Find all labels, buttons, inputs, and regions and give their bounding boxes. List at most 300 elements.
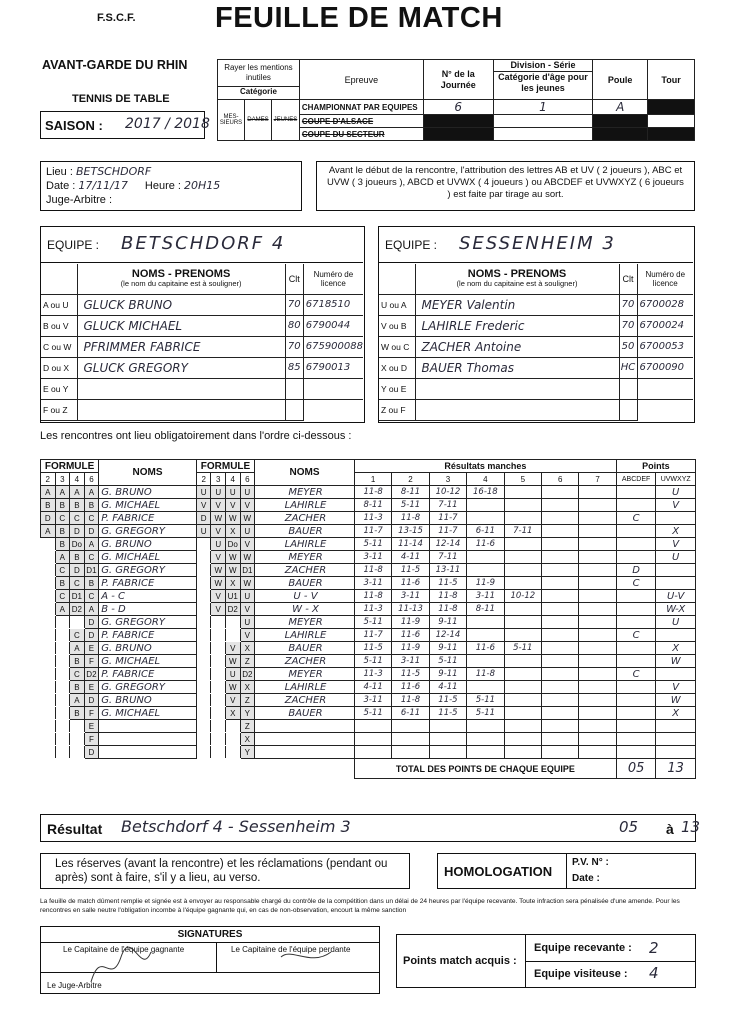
away-point: W xyxy=(656,655,696,668)
manche-col: 1 xyxy=(354,473,391,486)
formule-cell xyxy=(55,642,70,655)
away-player-clt xyxy=(619,399,637,420)
match-row xyxy=(41,603,696,616)
signatures-title: SIGNATURES xyxy=(177,929,243,940)
home-equipe-label: EQUIPE : xyxy=(47,238,100,252)
formule-cell xyxy=(41,681,56,694)
manche-score: 4-11 xyxy=(429,681,466,694)
home-player-row xyxy=(41,399,363,420)
home-player-code: A ou U xyxy=(41,294,77,315)
formule-cell xyxy=(41,733,56,746)
pv-label: P.V. N° : xyxy=(572,857,609,868)
formule-cell: F xyxy=(84,655,99,668)
formule-cell: A xyxy=(55,603,70,616)
formule-cell: D2 xyxy=(226,603,241,616)
manche-score: 11-8 xyxy=(354,564,391,577)
formule-cell: C xyxy=(70,512,85,525)
away-player-cell: BAUER xyxy=(255,525,355,538)
formule-cell xyxy=(211,694,226,707)
home-point xyxy=(616,551,656,564)
manche-score xyxy=(504,733,541,746)
points-match-box xyxy=(396,934,696,988)
poule-header: Poule xyxy=(593,60,648,100)
epreuve-header: Epreuve xyxy=(299,60,423,100)
manche-score xyxy=(542,486,579,499)
away-player-licence: 6700028 xyxy=(637,294,693,315)
away-player-cell: MEYER xyxy=(255,668,355,681)
home-player-clt: 80 xyxy=(285,315,303,336)
home-player-licence: 6718510 xyxy=(303,294,363,315)
match-row xyxy=(41,642,696,655)
formule-cell: Z xyxy=(240,720,255,733)
away-player-clt: 70 xyxy=(619,294,637,315)
formule-cell xyxy=(226,720,241,733)
away-player-row xyxy=(379,294,693,315)
away-player-code: U ou A xyxy=(379,294,415,315)
home-players-table xyxy=(41,264,363,421)
formule-cell: D xyxy=(84,629,99,642)
formule-cell: B xyxy=(84,499,99,512)
away-player-cell: MEYER xyxy=(255,551,355,564)
order-note: Les rencontres ont lieu obligatoirement dans l'ordre ci-dessous : xyxy=(40,430,352,442)
formule-cell xyxy=(196,668,211,681)
home-player-clt: 70 xyxy=(285,294,303,315)
manche-score xyxy=(504,616,541,629)
formule-cell: A xyxy=(84,538,99,551)
home-player-cell: B - D xyxy=(99,603,197,616)
manche-score: 11-3 xyxy=(354,512,391,525)
away-point: W xyxy=(656,694,696,707)
manche-score xyxy=(579,616,616,629)
home-point: C xyxy=(616,577,656,590)
match-row xyxy=(41,525,696,538)
home-player-name xyxy=(77,378,285,399)
recevante-value: 2 xyxy=(649,939,659,957)
manche-score: 7-11 xyxy=(429,551,466,564)
rayer-label: Rayer les mentions inutiles xyxy=(224,63,293,82)
formule-cell: W xyxy=(226,512,241,525)
manche-score: 11-8 xyxy=(354,590,391,603)
saison-value: 2017 / 2018 xyxy=(125,116,210,132)
formule-cell xyxy=(41,616,56,629)
formule-cell: U1 xyxy=(226,590,241,603)
home-player-row xyxy=(41,357,363,378)
saison-box xyxy=(40,111,210,139)
match-row xyxy=(41,486,696,499)
formule-cell xyxy=(196,642,211,655)
away-point: U xyxy=(656,551,696,564)
away-point xyxy=(656,629,696,642)
reserves-box xyxy=(40,853,410,889)
formule-cell: E xyxy=(84,720,99,733)
formule-cell: D xyxy=(70,525,85,538)
away-point: W-X xyxy=(656,603,696,616)
manche-score xyxy=(542,733,579,746)
formule-cell: W xyxy=(226,551,241,564)
manche-score xyxy=(542,512,579,525)
manche-score xyxy=(467,512,504,525)
lieu-label: Lieu : xyxy=(46,166,73,178)
formule-cell: U xyxy=(240,616,255,629)
away-player-name xyxy=(415,399,619,420)
manche-score: 9-11 xyxy=(429,668,466,681)
manche-score xyxy=(579,681,616,694)
manche-score: 11-7 xyxy=(429,512,466,525)
cat-messieurs: MES-SIEURS xyxy=(218,100,245,141)
formule-header-2: FORMULE xyxy=(196,460,254,473)
formule-cell: V xyxy=(240,499,255,512)
manche-score xyxy=(542,564,579,577)
signatures-box xyxy=(40,926,380,994)
home-player-licence: 675900088 xyxy=(303,336,363,357)
formule-cell xyxy=(41,655,56,668)
home-player-code: C ou W xyxy=(41,336,77,357)
formule-cell: B xyxy=(41,499,56,512)
home-team-box xyxy=(40,226,365,423)
home-player-cell: G. GREGORY xyxy=(99,564,197,577)
formule-cell: Do xyxy=(70,538,85,551)
away-player-code: X ou D xyxy=(379,357,415,378)
manche-score xyxy=(467,499,504,512)
row-coupe-alsace: COUPE D'ALSACE xyxy=(299,115,423,128)
away-equipe-header xyxy=(379,227,693,263)
manche-score: 11-9 xyxy=(392,616,429,629)
formule-cell: W xyxy=(240,551,255,564)
formule-cell xyxy=(211,707,226,720)
formule-cell xyxy=(70,616,85,629)
formule-cell xyxy=(41,720,56,733)
formule-cell xyxy=(70,720,85,733)
manche-score xyxy=(504,655,541,668)
manche-score xyxy=(504,486,541,499)
manche-score xyxy=(579,551,616,564)
home-player-name: GLUCK GREGORY xyxy=(77,357,285,378)
manche-col: 6 xyxy=(542,473,579,486)
manche-score xyxy=(579,668,616,681)
manche-score xyxy=(467,616,504,629)
manche-score: 4-11 xyxy=(354,681,391,694)
manche-score xyxy=(579,694,616,707)
manche-score: 11-8 xyxy=(467,668,504,681)
home-player-cell: G. BRUNO xyxy=(99,486,197,499)
manche-score: 5-11 xyxy=(504,642,541,655)
manche-score: 3-11 xyxy=(392,590,429,603)
formule-cell: C xyxy=(84,512,99,525)
heure-label: Heure : xyxy=(144,180,181,192)
home-player-cell: P. FABRICE xyxy=(99,577,197,590)
formule-cell: U xyxy=(240,525,255,538)
home-player-name: PFRIMMER FABRICE xyxy=(77,336,285,357)
journee-value: 6 xyxy=(423,100,493,115)
formule-cell: D2 xyxy=(84,668,99,681)
formule-cell xyxy=(70,746,85,759)
formule-cell: B xyxy=(55,577,70,590)
home-point xyxy=(616,616,656,629)
resultats-header: Résultats manches xyxy=(354,460,616,473)
manche-score: 11-8 xyxy=(392,512,429,525)
away-point: U xyxy=(656,486,696,499)
formule-col-1: 4 xyxy=(70,473,85,486)
home-player-name: GLUCK MICHAEL xyxy=(77,315,285,336)
manche-score xyxy=(579,603,616,616)
manche-score xyxy=(579,499,616,512)
manche-col: 4 xyxy=(467,473,504,486)
manche-score xyxy=(542,629,579,642)
away-player-cell: ZACHER xyxy=(255,564,355,577)
manche-score xyxy=(504,707,541,720)
formule-cell xyxy=(55,733,70,746)
manche-score xyxy=(579,538,616,551)
home-player-cell: G. GREGORY xyxy=(99,525,197,538)
journee-header: N° de la Journée xyxy=(423,60,493,100)
match-row xyxy=(41,655,696,668)
formule-cell xyxy=(226,746,241,759)
home-player-licence xyxy=(303,399,363,420)
formule-cell xyxy=(211,746,226,759)
formule-cell xyxy=(41,642,56,655)
away-point: V xyxy=(656,681,696,694)
formule-cell: D xyxy=(196,512,211,525)
formule-col-2: 3 xyxy=(211,473,226,486)
formule-cell: D xyxy=(84,694,99,707)
formule-cell: Do xyxy=(226,538,241,551)
formule-cell xyxy=(41,746,56,759)
division-header: Division - Série xyxy=(494,60,593,72)
formule-cell xyxy=(55,629,70,642)
home-noms-header: NOMS - PRENOMS xyxy=(131,267,231,280)
formule-cell: V xyxy=(240,629,255,642)
row-championnat: CHAMPIONNAT PAR EQUIPES xyxy=(299,100,423,115)
home-player-row xyxy=(41,378,363,399)
manche-score: 10-12 xyxy=(504,590,541,603)
formule-cell: V xyxy=(211,590,226,603)
formule-cell: C xyxy=(55,512,70,525)
heure-value: 20H15 xyxy=(184,179,221,192)
home-player-cell xyxy=(99,720,197,733)
juge-arbitre: Le Juge-Arbitre xyxy=(47,981,102,990)
home-point xyxy=(616,499,656,512)
away-player-licence: 6700053 xyxy=(637,336,693,357)
home-player-licence: 6790044 xyxy=(303,315,363,336)
manche-score: 5-11 xyxy=(429,655,466,668)
cat-jeunes: JEUNES xyxy=(271,100,299,141)
away-licence-header: Numéro de licence xyxy=(637,264,693,294)
manche-score xyxy=(354,746,391,759)
formule-cell xyxy=(55,681,70,694)
match-row xyxy=(41,499,696,512)
home-player-cell: G. GREGORY xyxy=(99,616,197,629)
formule-cell: V xyxy=(226,694,241,707)
away-player-code: W ou C xyxy=(379,336,415,357)
manche-score xyxy=(542,538,579,551)
manche-score xyxy=(579,707,616,720)
home-noms-sub: (le nom du capitaine est à souligner) xyxy=(120,278,242,288)
manche-score: 8-11 xyxy=(467,603,504,616)
home-player-code: F ou Z xyxy=(41,399,77,420)
manche-col: 7 xyxy=(579,473,616,486)
formule-cell xyxy=(41,603,56,616)
home-player-licence xyxy=(303,378,363,399)
manche-score: 11-7 xyxy=(354,629,391,642)
formule-cell xyxy=(196,720,211,733)
formule-cell: B xyxy=(70,551,85,564)
home-player-licence: 6790013 xyxy=(303,357,363,378)
date-value: 17/11/17 xyxy=(78,179,128,192)
formule-cell: X xyxy=(240,681,255,694)
away-player-cell: ZACHER xyxy=(255,694,355,707)
formule-cell: A xyxy=(41,525,56,538)
formule-cell: U xyxy=(196,525,211,538)
formule-cell xyxy=(196,551,211,564)
manche-score xyxy=(354,720,391,733)
manche-score xyxy=(542,603,579,616)
match-row xyxy=(41,707,696,720)
home-player-cell: G. GREGORY xyxy=(99,681,197,694)
match-table xyxy=(40,459,696,779)
formule-cell xyxy=(70,733,85,746)
away-point xyxy=(656,564,696,577)
formule-cell: Z xyxy=(240,655,255,668)
formule-cell: A xyxy=(84,486,99,499)
formule-cell: D1 xyxy=(70,590,85,603)
home-player-cell: G. MICHAEL xyxy=(99,707,197,720)
away-player-name xyxy=(415,378,619,399)
manche-score: 8-11 xyxy=(354,499,391,512)
home-player-clt xyxy=(285,399,303,420)
manche-score: 3-11 xyxy=(354,694,391,707)
formule-cell xyxy=(196,694,211,707)
formule-cell xyxy=(196,746,211,759)
formule-cell: C xyxy=(70,577,85,590)
formule-cell: V xyxy=(211,525,226,538)
formule-cell: A xyxy=(70,642,85,655)
formule-cell: U xyxy=(226,486,241,499)
home-player-cell: G. BRUNO xyxy=(99,642,197,655)
formule-cell xyxy=(196,629,211,642)
result-label: Résultat xyxy=(47,821,103,837)
date-label: Date : xyxy=(46,180,76,192)
away-player-code: Y ou E xyxy=(379,378,415,399)
away-player-name: BAUER Thomas xyxy=(415,357,619,378)
manche-score xyxy=(579,577,616,590)
manche-score xyxy=(542,551,579,564)
away-player-cell: LAHIRLE xyxy=(255,681,355,694)
manche-score xyxy=(429,733,466,746)
formule-cell: V xyxy=(226,642,241,655)
manche-col: 3 xyxy=(429,473,466,486)
formule-cell: A xyxy=(41,486,56,499)
manche-score: 5-11 xyxy=(354,538,391,551)
manche-score: 13-15 xyxy=(392,525,429,538)
manche-score xyxy=(504,538,541,551)
manche-score xyxy=(579,486,616,499)
match-row xyxy=(41,629,696,642)
manche-score: 11-9 xyxy=(392,642,429,655)
away-player-code: Z ou F xyxy=(379,399,415,420)
result-a: à xyxy=(666,821,674,837)
manche-score xyxy=(504,551,541,564)
formule-cell: V xyxy=(211,499,226,512)
manche-score xyxy=(429,720,466,733)
manche-score: 3-11 xyxy=(354,577,391,590)
reserves-text: Les réserves (avant la rencontre) et les réclamations (pendant ou après) sont à faire, s'il y a lieu, au verso. xyxy=(55,858,388,884)
away-point: U-V xyxy=(656,590,696,603)
away-point: X xyxy=(656,707,696,720)
manche-score: 11-14 xyxy=(392,538,429,551)
formule-cell: E xyxy=(84,642,99,655)
home-player-cell: P. FABRICE xyxy=(99,512,197,525)
home-player-name xyxy=(77,399,285,420)
formule-col-2: 2 xyxy=(196,473,211,486)
away-player-name: LAHIRLE Frederic xyxy=(415,315,619,336)
manche-score xyxy=(467,629,504,642)
away-player-cell: ZACHER xyxy=(255,655,355,668)
formule-cell: D xyxy=(41,512,56,525)
capitaine-gagnante: Le Capitaine de l'équipe gagnante xyxy=(63,945,185,954)
away-player-cell: ZACHER xyxy=(255,512,355,525)
manche-score: 16-18 xyxy=(467,486,504,499)
match-row xyxy=(41,668,696,681)
manche-score: 11-6 xyxy=(392,681,429,694)
match-row xyxy=(41,694,696,707)
away-point xyxy=(656,720,696,733)
away-player-name: ZACHER Antoine xyxy=(415,336,619,357)
manche-score: 11-9 xyxy=(467,577,504,590)
manche-score xyxy=(429,746,466,759)
formule-cell xyxy=(211,655,226,668)
formule-cell xyxy=(196,603,211,616)
formule-col-1: 2 xyxy=(41,473,56,486)
away-team-box xyxy=(378,226,695,423)
home-point xyxy=(616,681,656,694)
juge-label: Juge-Arbitre : xyxy=(46,194,113,206)
manche-score xyxy=(579,512,616,525)
formule-cell xyxy=(41,538,56,551)
categorie-label: Catégorie xyxy=(218,86,299,97)
formule-cell xyxy=(55,655,70,668)
manche-score xyxy=(467,746,504,759)
formule-cell xyxy=(41,577,56,590)
formule-cell: X xyxy=(240,733,255,746)
formule-cell: C xyxy=(70,629,85,642)
formule-col-2: 6 xyxy=(240,473,255,486)
manche-score xyxy=(579,525,616,538)
match-row xyxy=(41,616,696,629)
away-player-clt: 50 xyxy=(619,336,637,357)
away-player-cell: LAHIRLE xyxy=(255,538,355,551)
formule-cell xyxy=(211,668,226,681)
formule-cell xyxy=(226,629,241,642)
away-point xyxy=(656,746,696,759)
formule-cell: F xyxy=(84,707,99,720)
manche-score xyxy=(542,616,579,629)
tour-header: Tour xyxy=(648,60,695,100)
away-player-cell: MEYER xyxy=(255,486,355,499)
manche-score xyxy=(392,720,429,733)
home-point xyxy=(616,538,656,551)
formule-cell xyxy=(196,655,211,668)
formule-cell xyxy=(211,733,226,746)
notice-box xyxy=(316,161,695,211)
points-match-label: Points match acquis : xyxy=(403,955,517,967)
home-player-cell: P. FABRICE xyxy=(99,668,197,681)
formule-cell: U xyxy=(211,538,226,551)
formule-cell: A xyxy=(70,486,85,499)
formule-cell: W xyxy=(226,564,241,577)
home-point xyxy=(616,590,656,603)
manche-score xyxy=(392,733,429,746)
formule-cell xyxy=(211,681,226,694)
